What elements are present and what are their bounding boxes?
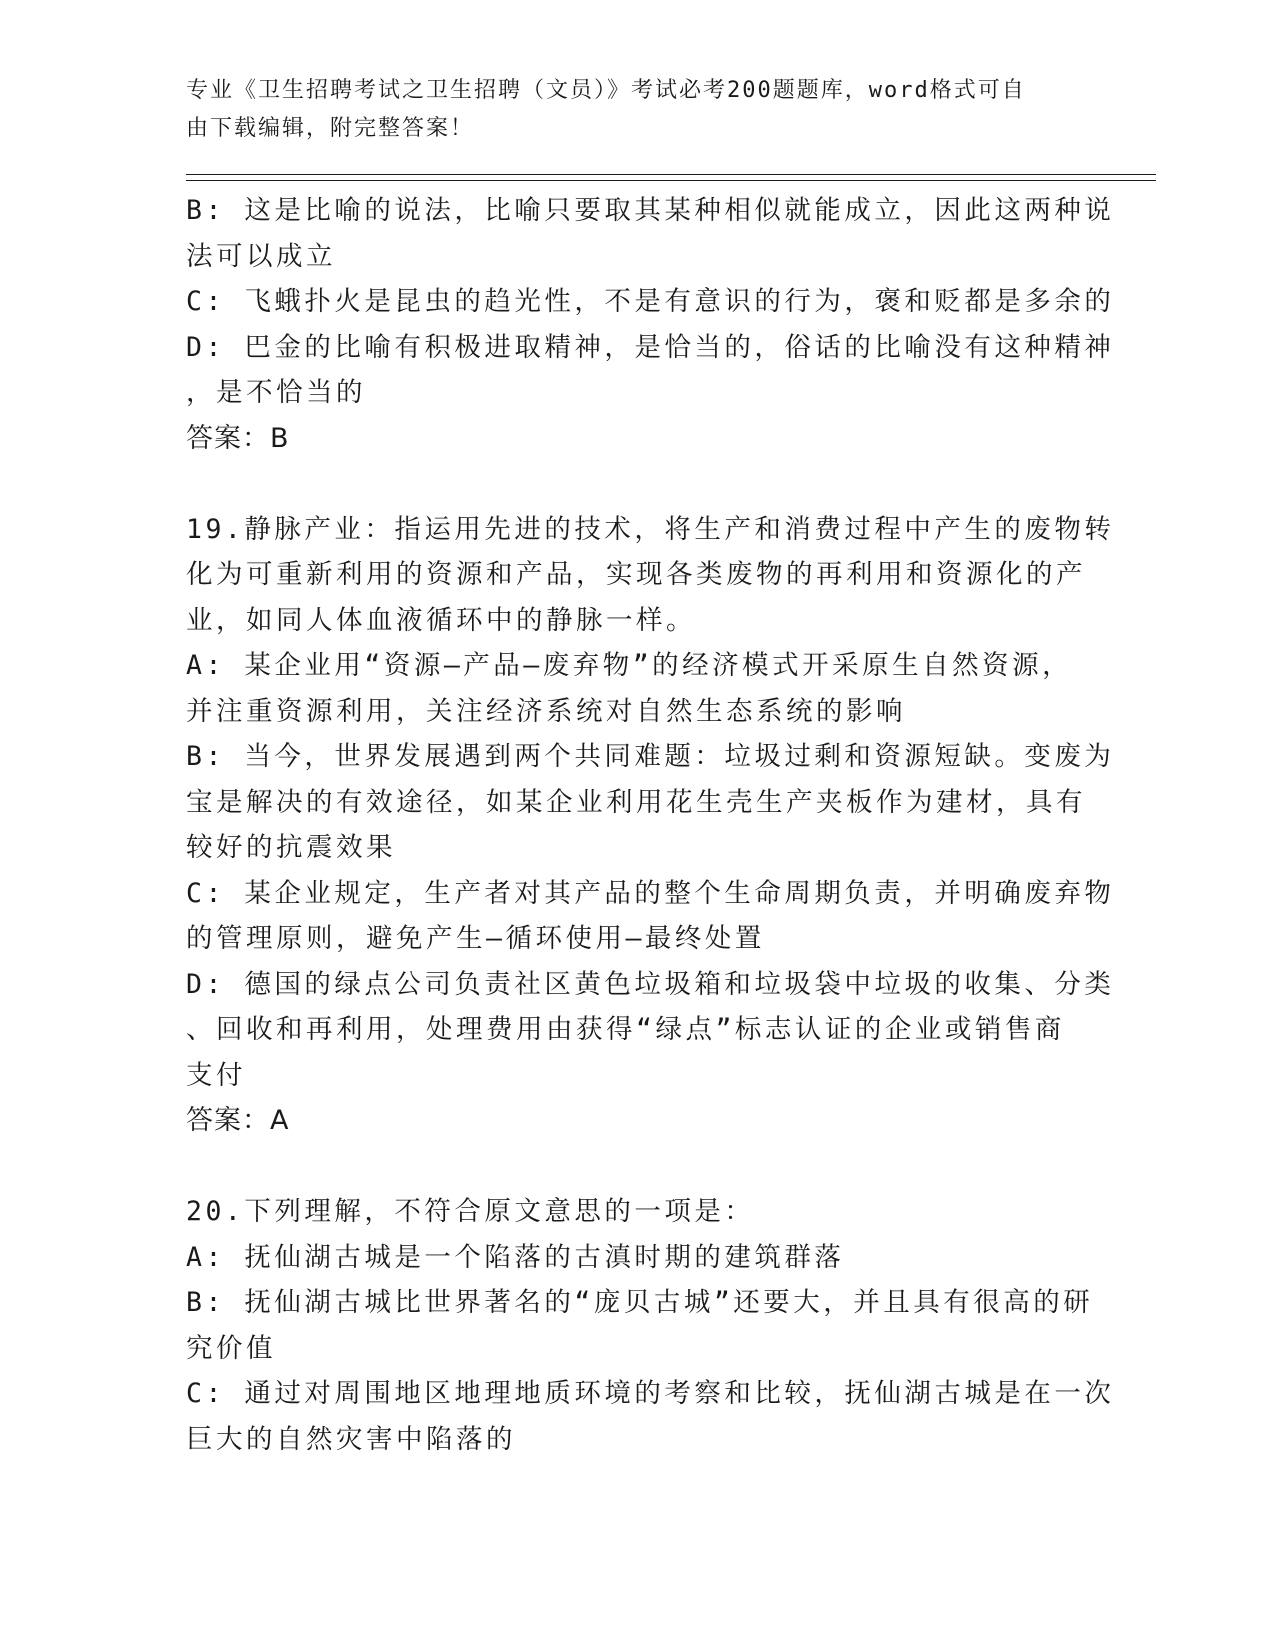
document-body bbox=[186, 188, 1115, 1462]
document-header bbox=[186, 72, 1066, 148]
option-b-line: 究价值 bbox=[186, 1332, 276, 1364]
question-stem-line: 业，如同人体血液循环中的静脉一样。 bbox=[186, 604, 696, 636]
option-c-line: 的管理原则，避免产生—循环使用—最终处置 bbox=[186, 923, 765, 954]
option-a-line: A: 抚仙湖古城是一个陷落的古滇时期的建筑群落 bbox=[186, 1241, 845, 1273]
option-d-line: 、回收和再利用，处理费用由获得“绿点”标志认证的企业或销售商 bbox=[186, 1014, 1065, 1045]
option-b-line: 较好的抗震效果 bbox=[186, 832, 396, 863]
option-d-line: D: 巴金的比喻有积极进取精神，是恰当的，俗话的比喻没有这种精神 bbox=[186, 331, 1115, 363]
option-b-line: 法可以成立 bbox=[186, 240, 336, 272]
option-c-line: C: 某企业规定，生产者对其产品的整个生命周期负责，并明确废弃物 bbox=[186, 877, 1115, 909]
option-b-line: B: 这是比喻的说法，比喻只要取其某种相似就能成立，因此这两种说 bbox=[186, 195, 1115, 226]
header-rule-bottom bbox=[186, 180, 1156, 181]
question-stem-line: 20.下列理解，不符合原文意思的一项是： bbox=[186, 1196, 755, 1227]
option-b-line: B: 当今，世界发展遇到两个共同难题：垃圾过剩和资源短缺。变废为 bbox=[186, 741, 1115, 772]
question-stem-line: 化为可重新利用的资源和产品，实现各类废物的再利用和资源化的产 bbox=[186, 559, 1086, 590]
option-d-line: D: 德国的绿点公司负责社区黄色垃圾箱和垃圾袋中垃圾的收集、分类 bbox=[186, 968, 1115, 1000]
question-19 bbox=[186, 507, 1115, 1144]
question-18-options bbox=[186, 188, 1115, 461]
option-b-line: 宝是解决的有效途径，如某企业利用花生壳生产夹板作为建材，具有 bbox=[186, 786, 1086, 818]
option-c-line: C: 飞蛾扑火是昆虫的趋光性，不是有意识的行为，褒和贬都是多余的 bbox=[186, 286, 1115, 317]
header-title-line-2: 由下载编辑，附完整答案！ bbox=[186, 116, 475, 141]
header-title-line-1: 专业《卫生招聘考试之卫生招聘（文员）》考试必考200题题库，word格式可自 bbox=[186, 78, 1026, 103]
spacer bbox=[186, 1144, 1076, 1190]
option-d-line: ，是不恰当的 bbox=[186, 377, 366, 408]
question-20 bbox=[186, 1189, 1115, 1462]
option-a-line: A: 某企业用“资源—产品—废弃物”的经济模式开采原生自然资源， bbox=[186, 650, 1073, 681]
header-rule-top bbox=[186, 174, 1156, 175]
answer-label: 答案：A bbox=[186, 1105, 290, 1136]
option-a-line: 并注重资源利用，关注经济系统对自然生态系统的影响 bbox=[186, 695, 906, 727]
option-d-line: 支付 bbox=[186, 1059, 246, 1091]
option-b-line: B: 抚仙湖古城比世界著名的“庞贝古城”还要大，并且具有很高的研 bbox=[186, 1287, 1094, 1318]
answer-label: 答案：B bbox=[186, 422, 290, 454]
option-c-line: C: 通过对周围地区地理地质环境的考察和比较，抚仙湖古城是在一次 bbox=[186, 1378, 1115, 1409]
option-c-line: 巨大的自然灾害中陷落的 bbox=[186, 1423, 516, 1455]
spacer bbox=[186, 461, 1076, 507]
question-stem-line: 19.静脉产业：指运用先进的技术，将生产和消费过程中产生的废物转 bbox=[186, 513, 1115, 545]
